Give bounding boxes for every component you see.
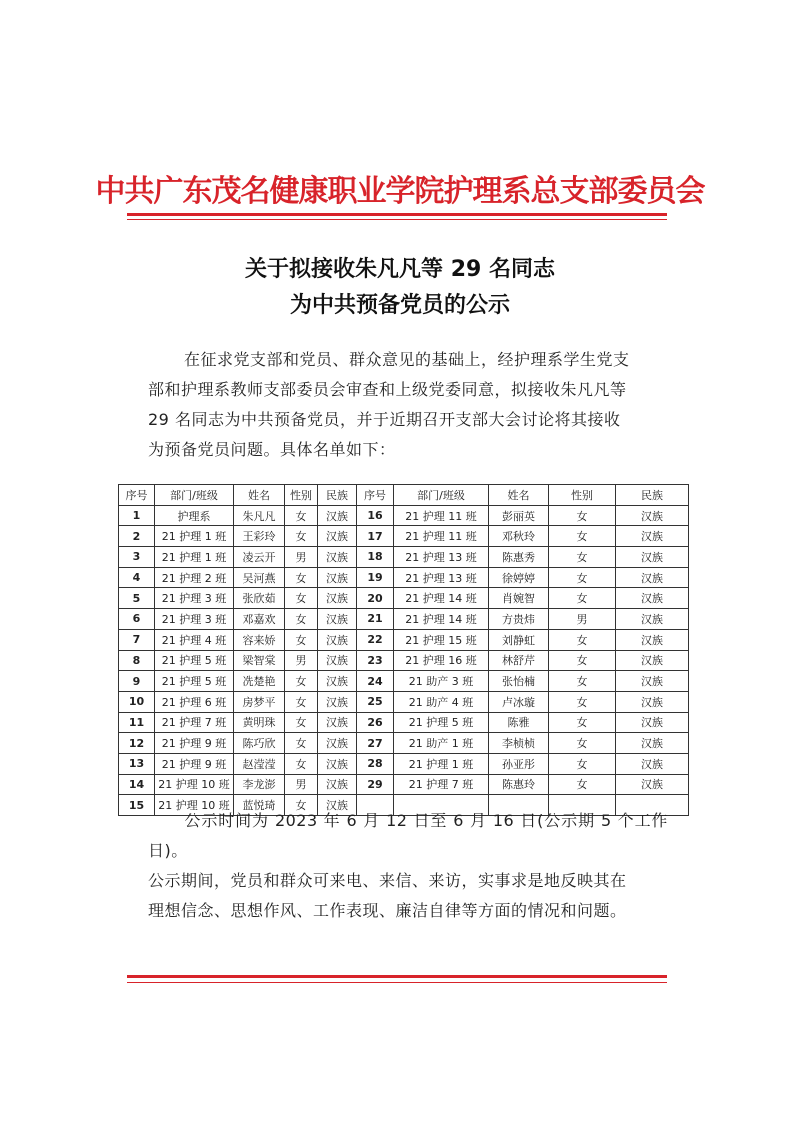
closing-line: 理想信念、思想作风、工作表现、廉洁自律等方面的情况和问题。 [148, 901, 627, 920]
table-cell: 汉族 [318, 588, 357, 609]
closing-text: 公示时间为 2023 年 6 月 12 日至 6 月 16 日(公示期 5 个工作日)。 [148, 811, 668, 860]
table-cell: 女 [285, 567, 318, 588]
table-cell: 1 [119, 505, 155, 526]
table-cell: 汉族 [318, 712, 357, 733]
table-cell: 女 [549, 691, 616, 712]
table-cell: 女 [549, 774, 616, 795]
table-cell: 21 护理 3 班 [155, 588, 234, 609]
table-cell: 21 护理 13 班 [394, 567, 489, 588]
intro-line: 为预备党员问题。具体名单如下： [148, 440, 396, 459]
table-cell: 23 [357, 650, 394, 671]
table-cell: 15 [119, 795, 155, 816]
table-cell: 汉族 [318, 774, 357, 795]
table-cell: 5 [119, 588, 155, 609]
table-cell: 女 [285, 691, 318, 712]
table-cell: 彭丽英 [489, 505, 549, 526]
header-cell: 部门/班级 [394, 485, 489, 506]
table-cell: 21 护理 15 班 [394, 629, 489, 650]
table-cell: 4 [119, 567, 155, 588]
table-cell: 女 [549, 753, 616, 774]
table-cell: 6 [119, 609, 155, 630]
header-cell: 部门/班级 [155, 485, 234, 506]
header-cell: 性别 [549, 485, 616, 506]
table-cell: 女 [285, 629, 318, 650]
table-cell: 汉族 [616, 526, 689, 547]
closing-line: 公示期间，党员和群众可来电、来信、来访，实事求是地反映其在 [148, 871, 627, 890]
header-cell: 序号 [119, 485, 155, 506]
table-row [119, 650, 689, 671]
table-row [119, 588, 689, 609]
table-cell: 赵滢滢 [234, 753, 285, 774]
table-cell: 21 护理 5 班 [155, 671, 234, 692]
table-cell: 女 [549, 526, 616, 547]
table-cell: 21 护理 6 班 [155, 691, 234, 712]
table-cell: 汉族 [616, 753, 689, 774]
table-row [119, 526, 689, 547]
table-cell: 21 护理 14 班 [394, 609, 489, 630]
table-cell: 女 [285, 733, 318, 754]
table-row [119, 712, 689, 733]
table-cell: 陈惠玲 [489, 774, 549, 795]
table-cell: 冼楚艳 [234, 671, 285, 692]
table-cell: 女 [549, 567, 616, 588]
candidate-table [118, 484, 689, 816]
table-cell: 男 [285, 774, 318, 795]
table-cell: 女 [549, 712, 616, 733]
header-red-rule-thin [127, 219, 667, 220]
table-cell: 汉族 [616, 691, 689, 712]
table-cell: 汉族 [318, 526, 357, 547]
table-cell: 21 护理 16 班 [394, 650, 489, 671]
table-row [119, 567, 689, 588]
table-cell: 张怡楠 [489, 671, 549, 692]
table-cell: 女 [285, 712, 318, 733]
table-cell: 21 [357, 609, 394, 630]
table-cell: 女 [285, 588, 318, 609]
table-cell: 汉族 [318, 691, 357, 712]
footer-red-rule-thin [127, 982, 667, 983]
table-cell: 29 [357, 774, 394, 795]
table-cell: 女 [549, 547, 616, 568]
table-cell: 汉族 [616, 567, 689, 588]
table-cell: 14 [119, 774, 155, 795]
table-row [119, 629, 689, 650]
table-cell: 汉族 [616, 547, 689, 568]
table-cell: 汉族 [616, 712, 689, 733]
table-cell: 女 [549, 671, 616, 692]
table-cell: 方贵炜 [489, 609, 549, 630]
table-cell: 女 [285, 505, 318, 526]
footer-red-rule-thick [127, 975, 667, 978]
table-cell: 女 [285, 753, 318, 774]
table-cell: 女 [549, 588, 616, 609]
intro-paragraph [148, 345, 664, 465]
table-cell: 女 [549, 733, 616, 754]
table-cell: 汉族 [616, 505, 689, 526]
table-cell: 女 [549, 629, 616, 650]
table-cell: 李桢桢 [489, 733, 549, 754]
closing-paragraph [148, 806, 668, 926]
header-cell: 姓名 [489, 485, 549, 506]
table-cell: 陈雅 [489, 712, 549, 733]
table-cell: 男 [285, 547, 318, 568]
table-cell: 汉族 [318, 505, 357, 526]
table-row [119, 774, 689, 795]
table-cell: 凌云开 [234, 547, 285, 568]
table-cell: 汉族 [318, 629, 357, 650]
table-cell: 徐婷婷 [489, 567, 549, 588]
table-row [119, 505, 689, 526]
table-cell: 男 [549, 609, 616, 630]
table-cell: 王彩玲 [234, 526, 285, 547]
header-red-rule-thick [127, 213, 667, 216]
table-cell: 21 护理 11 班 [394, 526, 489, 547]
table-cell: 汉族 [318, 650, 357, 671]
table-cell: 梁智棠 [234, 650, 285, 671]
table-cell: 21 护理 10 班 [155, 795, 234, 816]
table-cell: 21 护理 14 班 [394, 588, 489, 609]
table-cell: 女 [549, 650, 616, 671]
table-cell: 李龙澎 [234, 774, 285, 795]
organization-title: 中共广东茂名健康职业学院护理系总支部委员会 [95, 174, 705, 209]
table-cell: 张欣茹 [234, 588, 285, 609]
table-cell: 26 [357, 712, 394, 733]
table-cell: 容来娇 [234, 629, 285, 650]
header-cell: 性别 [285, 485, 318, 506]
table-cell: 8 [119, 650, 155, 671]
table-cell: 汉族 [616, 671, 689, 692]
table-cell: 17 [357, 526, 394, 547]
table-cell: 21 护理 5 班 [155, 650, 234, 671]
table-cell: 21 护理 9 班 [155, 753, 234, 774]
table-cell: 汉族 [616, 588, 689, 609]
table-cell: 21 护理 3 班 [155, 609, 234, 630]
table-cell: 21 护理 1 班 [394, 753, 489, 774]
table-cell: 汉族 [616, 609, 689, 630]
intro-line: 部和护理系教师支部委员会审查和上级党委同意，拟接收朱凡凡等 [148, 380, 627, 399]
table-cell: 蓝悦琦 [234, 795, 285, 816]
table-row [119, 609, 689, 630]
table-row [119, 671, 689, 692]
table-cell: 7 [119, 629, 155, 650]
header-cell: 民族 [318, 485, 357, 506]
table-cell: 汉族 [318, 795, 357, 816]
table-row [119, 547, 689, 568]
table-cell: 12 [119, 733, 155, 754]
table-cell: 女 [285, 795, 318, 816]
table-cell: 21 护理 11 班 [394, 505, 489, 526]
table-cell: 16 [357, 505, 394, 526]
table-cell: 21 护理 7 班 [394, 774, 489, 795]
header-cell: 姓名 [234, 485, 285, 506]
table-cell: 汉族 [318, 753, 357, 774]
table-cell: 汉族 [318, 733, 357, 754]
table-row [119, 753, 689, 774]
document-title-line-2: 为中共预备党员的公示 [289, 293, 510, 318]
table-cell: 林舒芹 [489, 650, 549, 671]
table-cell: 邓秋玲 [489, 526, 549, 547]
table-cell: 汉族 [616, 774, 689, 795]
table-cell: 21 助产 1 班 [394, 733, 489, 754]
table-row [119, 691, 689, 712]
closing-line [148, 806, 668, 866]
table-cell: 28 [357, 753, 394, 774]
table-cell: 卢冰璇 [489, 691, 549, 712]
table-cell: 18 [357, 547, 394, 568]
table-cell: 吴河燕 [234, 567, 285, 588]
table-cell: 21 护理 9 班 [155, 733, 234, 754]
table-cell: 24 [357, 671, 394, 692]
table-cell: 汉族 [616, 650, 689, 671]
intro-line: 29 名同志为中共预备党员，并于近期召开支部大会讨论将其接收 [148, 410, 621, 429]
table-cell: 女 [549, 505, 616, 526]
table-cell: 肖婉智 [489, 588, 549, 609]
table-cell: 男 [285, 650, 318, 671]
table-cell: 朱凡凡 [234, 505, 285, 526]
table-cell: 女 [285, 526, 318, 547]
table-cell: 19 [357, 567, 394, 588]
table-cell: 25 [357, 691, 394, 712]
intro-text: 在征求党支部和党员、群众意见的基础上，经护理系学生党支 [184, 350, 630, 369]
table-cell: 护理系 [155, 505, 234, 526]
table-cell: 11 [119, 712, 155, 733]
table-cell: 房梦平 [234, 691, 285, 712]
table-cell: 10 [119, 691, 155, 712]
table-cell: 2 [119, 526, 155, 547]
table-row [119, 733, 689, 754]
table-header-row [119, 485, 689, 506]
table-cell: 22 [357, 629, 394, 650]
table-cell: 21 助产 4 班 [394, 691, 489, 712]
table-cell: 汉族 [318, 547, 357, 568]
table-cell: 21 护理 7 班 [155, 712, 234, 733]
table-cell: 21 护理 1 班 [155, 547, 234, 568]
table-cell: 21 护理 10 班 [155, 774, 234, 795]
table-cell: 汉族 [616, 629, 689, 650]
table-cell: 21 护理 13 班 [394, 547, 489, 568]
table-cell: 孙亚彤 [489, 753, 549, 774]
table-cell: 刘静虹 [489, 629, 549, 650]
intro-line [148, 345, 664, 375]
header-cell: 民族 [616, 485, 689, 506]
table-cell: 21 助产 3 班 [394, 671, 489, 692]
table-cell: 汉族 [318, 567, 357, 588]
table-cell: 邓嘉欢 [234, 609, 285, 630]
table-cell: 20 [357, 588, 394, 609]
table-cell: 21 护理 1 班 [155, 526, 234, 547]
table-cell: 21 护理 4 班 [155, 629, 234, 650]
table-cell: 黄明珠 [234, 712, 285, 733]
table-cell: 9 [119, 671, 155, 692]
table-cell: 汉族 [318, 609, 357, 630]
table-cell: 汉族 [616, 733, 689, 754]
table-cell: 女 [285, 671, 318, 692]
table-cell: 女 [285, 609, 318, 630]
table-cell: 陈巧欣 [234, 733, 285, 754]
header-cell: 序号 [357, 485, 394, 506]
table-cell: 3 [119, 547, 155, 568]
table-cell: 21 护理 5 班 [394, 712, 489, 733]
table-cell: 27 [357, 733, 394, 754]
table-cell: 陈惠秀 [489, 547, 549, 568]
table-cell: 13 [119, 753, 155, 774]
table-cell: 21 护理 2 班 [155, 567, 234, 588]
document-title-line-1: 关于拟接收朱凡凡等 29 名同志 [245, 257, 555, 282]
table-cell: 汉族 [318, 671, 357, 692]
